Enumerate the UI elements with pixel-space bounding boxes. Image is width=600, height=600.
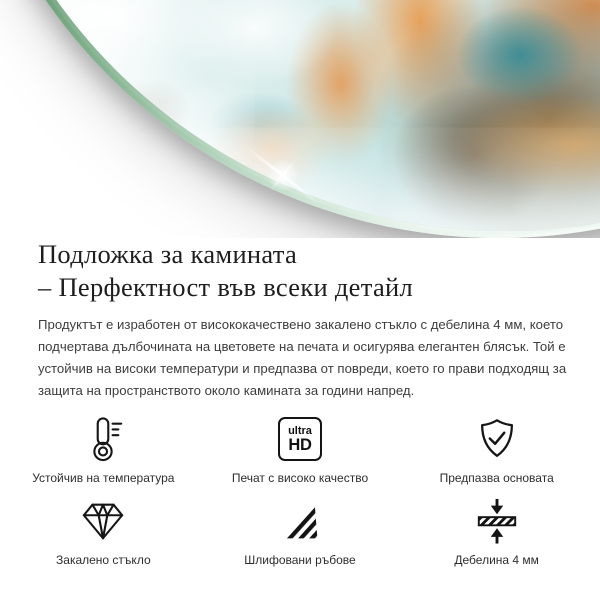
feature-label: Печат с високо качество	[231, 471, 369, 485]
thermometer-icon	[80, 416, 126, 462]
page-title-line1: Подложка за камината	[38, 239, 298, 269]
product-description: Продуктът е изработен от висококачествено закалено стъкло с дебелина 4 мм, което подчертава дълбочината на цветовете на печата и осигурява елегантен блясък. Той е устойчив на високи температури и предпазва от повреди, което го прави подходящ за защита на пространството около камината за години напред.	[38, 317, 567, 398]
feature-tempered-glass	[5, 498, 202, 568]
feature-protects-base	[398, 416, 595, 486]
thickness-icon	[474, 498, 520, 544]
feature-polished-edges	[202, 498, 399, 568]
diamond-icon	[80, 498, 126, 544]
shield-check-icon	[474, 416, 520, 462]
page-title	[38, 238, 570, 304]
feature-label: Закалено стъкло	[56, 553, 151, 567]
page-title-line2: – Перфектност във всеки детайл	[38, 272, 414, 302]
feature-label: Устойчив на температура	[32, 471, 175, 485]
feature-temperature	[5, 416, 202, 486]
feature-label: Шлифовани ръбове	[244, 553, 356, 567]
feature-grid	[5, 416, 595, 568]
feature-label: Дебелина 4 мм	[454, 553, 539, 567]
feature-thickness	[398, 498, 595, 568]
ultra-hd-icon: ultra HD	[278, 416, 322, 462]
polished-edges-icon	[278, 498, 322, 544]
feature-label: Предпазва основата	[439, 471, 554, 485]
feature-print-quality	[202, 416, 399, 486]
product-image	[0, 0, 600, 238]
